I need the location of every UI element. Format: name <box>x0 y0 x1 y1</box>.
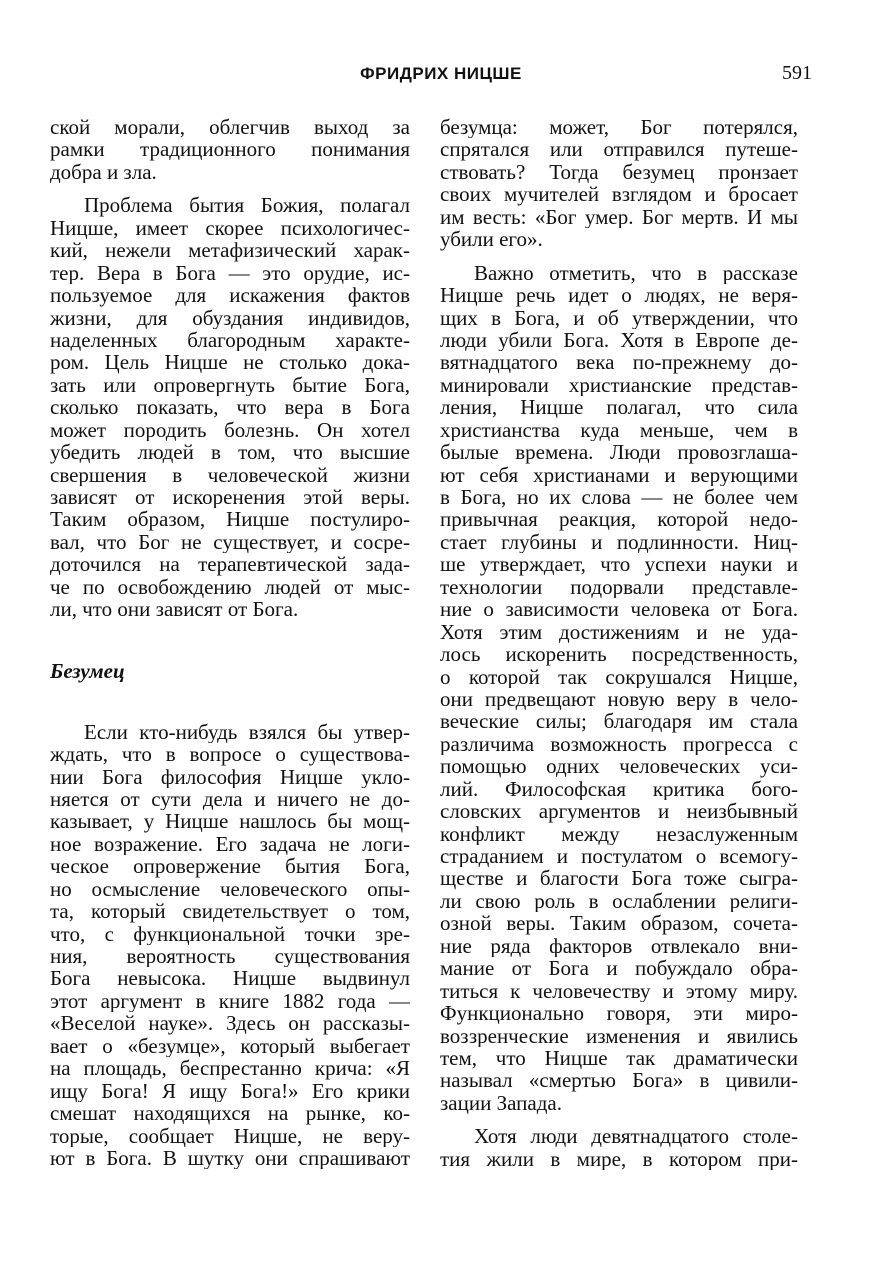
text-line: Хотя люди девятнадцатого столе- <box>474 1125 798 1148</box>
text-line: ческое опровержение бытия Бога, <box>50 855 410 878</box>
text-line: тер. Вера в Бога — это орудие, ис- <box>50 261 410 285</box>
text-line: Таким образом, Ницше постулиро- <box>50 508 410 531</box>
text-line: тем, что Ницше так драматически <box>440 1046 798 1070</box>
text-line: ше утверждает, что успехи науки и <box>440 553 798 576</box>
text-line: воззренческие изменения и явились <box>440 1024 798 1047</box>
text-line: люди убили Бога. Хотя в Европе де- <box>440 328 798 352</box>
text-line: убедить людей в том, что высшие <box>50 441 410 464</box>
text-line: ли свою роль в ослаблении религи- <box>440 889 798 913</box>
text-line: но осмысление человеческого опы- <box>50 877 410 901</box>
text-line: рамки традиционного понимания <box>50 138 410 161</box>
text-line: щих в Бога, и об утверждении, что <box>440 306 798 329</box>
text-line: наделенных благородным характе- <box>50 328 410 352</box>
page-number: 591 <box>782 62 812 84</box>
paragraph <box>440 116 798 251</box>
text-line: ли, что они зависят от Бога. <box>50 598 299 621</box>
text-line: че по освобождению людей от мыс- <box>50 575 410 599</box>
text-line: сколько показать, что вера в Бога <box>50 396 410 419</box>
text-line: вятнадцатого века по-прежнему до- <box>440 351 798 374</box>
text-line: зации Запада. <box>440 1091 562 1115</box>
text-line: ют в Бога. В шутку они спрашивают <box>50 1146 410 1170</box>
section-heading: Безумец <box>50 658 125 683</box>
text-line: торые, сообщает Ницше, не веру- <box>50 1124 410 1147</box>
text-line: «Веселой науке». Здесь он рассказы- <box>50 1012 410 1035</box>
text-line: ской морали, облегчив выход за <box>50 116 410 139</box>
paragraph <box>50 721 410 1170</box>
text-line: они предвещают новую веру в чело- <box>440 687 798 711</box>
text-line: ществе и благости Бога тоже сыгра- <box>440 867 798 890</box>
text-line: Ницше, имеет скорее психологичес- <box>50 216 410 240</box>
text-line: лось искоренить посредственность, <box>440 643 798 666</box>
text-line: казывает, у Ницше нашлось бы мощ- <box>50 810 410 833</box>
text-line: титься к человечеству и этому миру. <box>440 979 798 1003</box>
text-line: доточился на терапевтической зада- <box>50 553 410 576</box>
text-line: Хотя этим достижениям и не уда- <box>440 620 798 644</box>
text-line: в Бога, но их слова — не более чем <box>440 486 798 509</box>
text-line: конфликт между незаслуженным <box>440 822 798 845</box>
text-line: нии Бога философия Ницше укло- <box>50 765 410 788</box>
text-line: вает о «безумце», который выбегает <box>50 1034 410 1058</box>
text-line: ют себя христианами и верующими <box>440 463 798 486</box>
text-line: ления, Ницше полагал, что сила <box>440 396 798 419</box>
paragraph-gap <box>440 1114 798 1125</box>
text-line: ждать, что в вопросе о существова- <box>50 743 410 766</box>
text-line: смешат находящихся на рынке, ко- <box>50 1102 410 1125</box>
text-line: о которой так сокрушался Ницше, <box>440 665 798 688</box>
text-line: убили его». <box>440 228 543 251</box>
text-line: безумца: может, Бог потерялся, <box>440 116 798 139</box>
text-line: мание от Бога и побуждало обра- <box>440 957 798 980</box>
text-line: называл «смертью Бога» в цивили- <box>440 1069 798 1092</box>
text-line: зависят от искоренения этой веры. <box>50 486 410 509</box>
text-line: та, который свидетельствует о том, <box>50 900 410 923</box>
text-line: зать или опровергнуть бытие Бога, <box>50 373 410 397</box>
text-line: жизни, для обуздания индивидов, <box>50 306 410 329</box>
paragraph <box>440 262 798 1115</box>
text-line: Бога невысока. Ницше выдвинул <box>50 967 410 990</box>
text-line: им весть: «Бог умер. Бог мертв. И мы <box>440 205 798 229</box>
text-line: Важно отметить, что в рассказе <box>474 261 798 285</box>
text-line: свершения в человеческой жизни <box>50 463 410 486</box>
text-line: христианства куда меньше, чем в <box>440 418 798 442</box>
text-line: ром. Цель Ницше не столько дока- <box>50 351 410 374</box>
text-line: своих мучителей взглядом и бросает <box>440 183 798 206</box>
right-column <box>440 116 798 1170</box>
text-line: Если кто-нибудь взялся бы утвер- <box>84 720 410 744</box>
text-line: страданием и постулатом о всемогу- <box>440 845 798 868</box>
text-line: стает глубины и подлинности. Ниц- <box>440 530 798 554</box>
left-column <box>50 116 410 1169</box>
section-gap <box>50 621 410 659</box>
text-line: былые времена. Люди провозглаша- <box>440 441 798 464</box>
text-line: ние о зависимости человека от Бога. <box>440 598 798 621</box>
text-line: ное возражение. Его задача не логи- <box>50 832 410 856</box>
text-line: может породить болезнь. Он хотел <box>50 418 410 442</box>
paragraph <box>440 1125 798 1170</box>
text-line: Проблема бытия Божия, полагал <box>84 194 410 217</box>
text-line: на площадь, беспрестанно крича: «Я <box>50 1057 410 1080</box>
text-line: няется от сути дела и ничего не до- <box>50 787 410 811</box>
text-line: что, с функциональной точки зре- <box>50 922 410 945</box>
text-line: словских аргументов и неизбывный <box>440 800 798 823</box>
text-line: озной веры. Таким образом, сочета- <box>440 912 798 935</box>
text-line: Функционально говоря, эти миро- <box>440 1002 798 1025</box>
text-line: технологии подорвали представле- <box>440 575 798 599</box>
text-line: добра и зла. <box>50 160 157 184</box>
text-line: лий. Философская критика бого- <box>440 777 798 801</box>
text-line: этот аргумент в книге 1882 года — <box>50 989 410 1013</box>
text-line: различима возможность прогресса с <box>440 732 798 756</box>
paragraph <box>50 194 410 620</box>
text-line: Ницше речь идет о людях, не веря- <box>440 284 798 307</box>
paragraph <box>50 116 410 183</box>
text-line: веческие силы; благодаря им стала <box>440 710 798 733</box>
text-line: кий, нежели метафизический харак- <box>50 239 410 262</box>
text-line: тия жили в мире, в котором при- <box>440 1147 798 1171</box>
text-line: помощью одних человеческих уси- <box>440 755 798 778</box>
text-line: пользуемое для искажения фактов <box>50 284 410 307</box>
text-line: вал, что Бог не существует, и сосре- <box>50 530 410 554</box>
text-line: минировали христианские представ- <box>440 373 798 397</box>
text-line: ищу Бога! Я ищу Бога!» Его крики <box>50 1079 410 1103</box>
paragraph-gap <box>50 183 410 194</box>
text-line: ние ряда факторов отвлекало вни- <box>440 934 798 958</box>
text-line: ствовать? Тогда безумец пронзает <box>440 160 798 184</box>
running-header-title: ФРИДРИХ НИЦШЕ <box>360 64 522 83</box>
section-gap <box>50 683 410 721</box>
text-line: спрятался или отправился путеше- <box>440 138 798 161</box>
paragraph-gap <box>440 251 798 262</box>
text-line: ния, вероятность существования <box>50 945 410 968</box>
text-line: привычная реакция, которой недо- <box>440 508 798 531</box>
